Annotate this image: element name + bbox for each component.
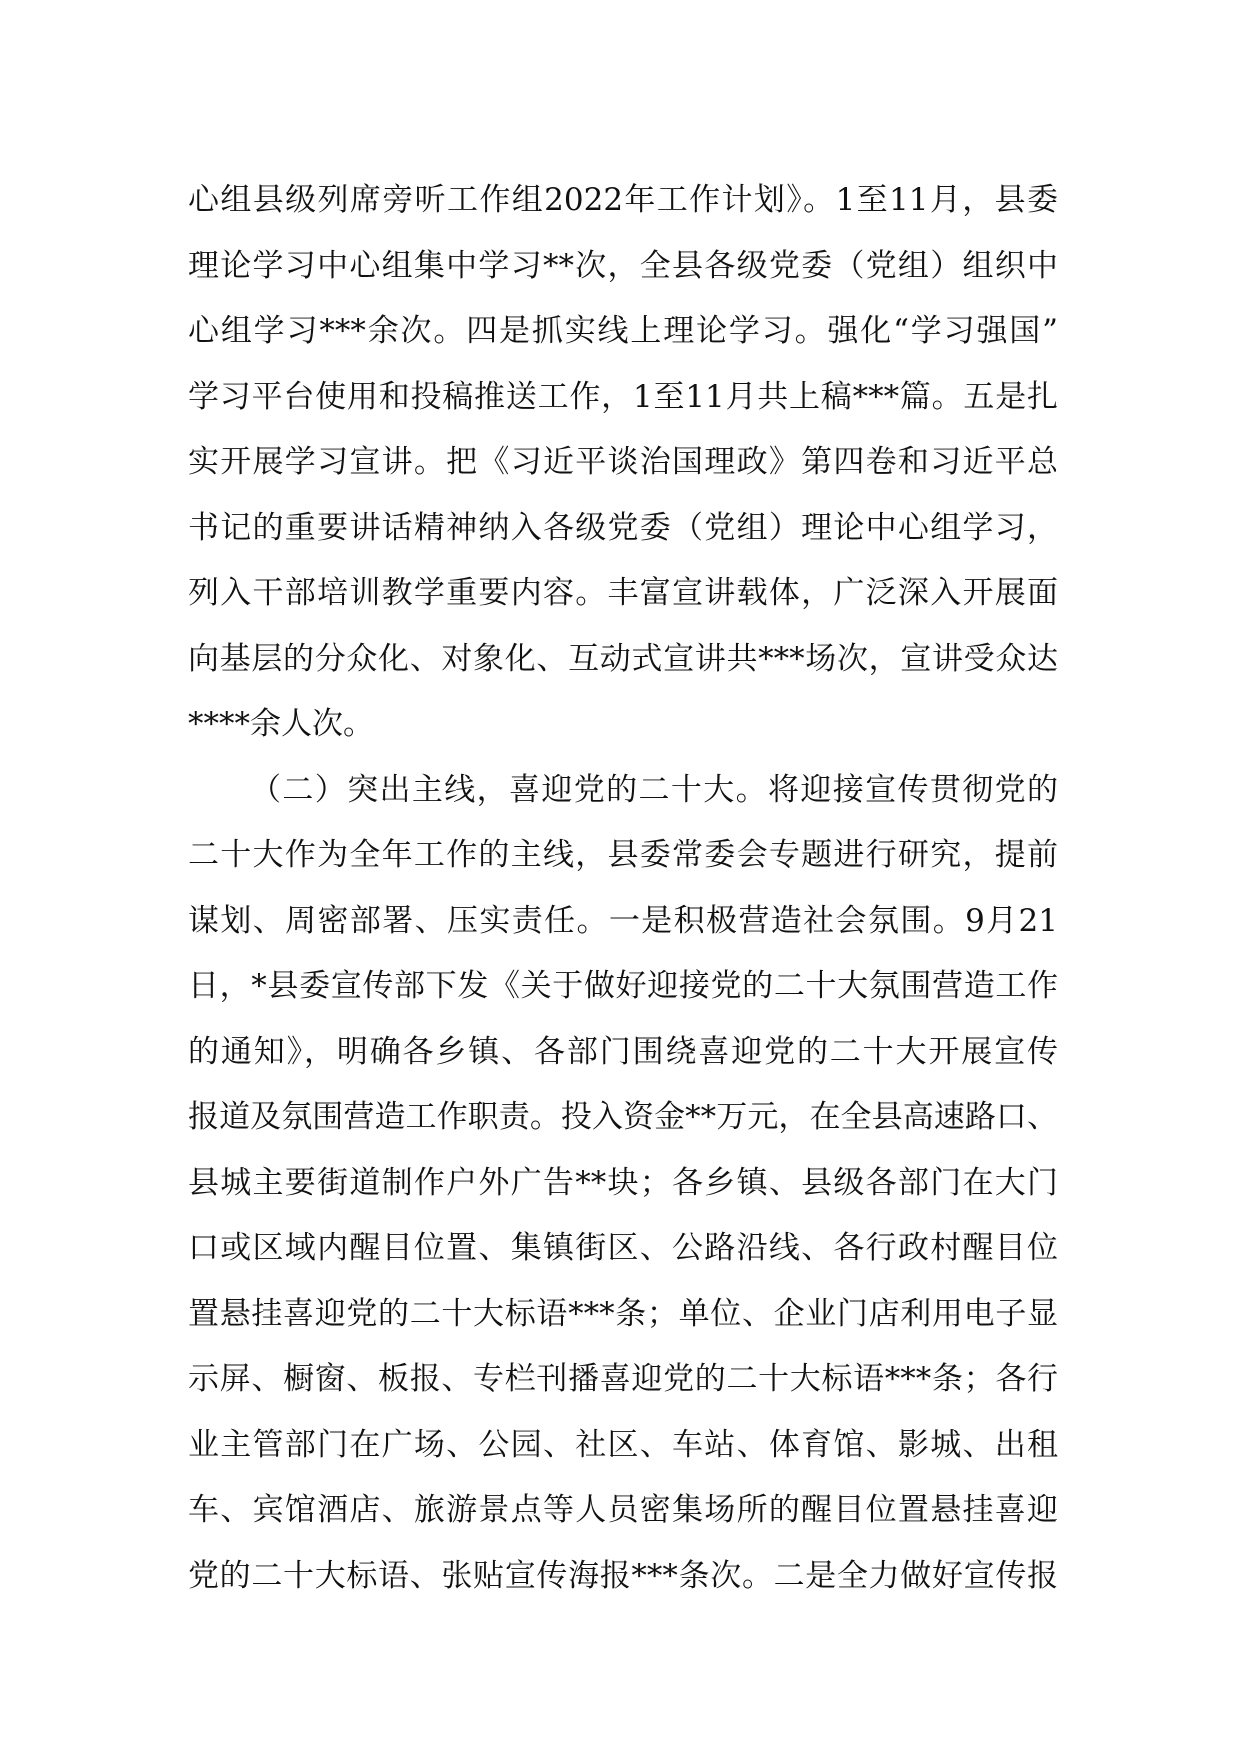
text-line: 党的二十大标语、张贴宣传海报***条次。二是全力做好宣传报 (188, 1557, 1058, 1594)
text-line: 的通知》，明确各乡镇、各部门围绕喜迎党的二十大开展宣传 (188, 1033, 1058, 1070)
text-line: 谋划、周密部署、压实责任。一是积极营造社会氛围。9月21 (188, 902, 1058, 939)
text-line: 理论学习中心组集中学习**次，全县各级党委（党组）组织中 (188, 247, 1058, 284)
text-line: 业主管部门在广场、公园、社区、车站、体育馆、影城、出租 (188, 1426, 1058, 1463)
text-line: 报道及氛围营造工作职责。投入资金**万元，在全县高速路口、 (188, 1099, 1058, 1135)
text-line: 口或区域内醒目位置、集镇街区、公路沿线、各行政村醒目位 (188, 1230, 1058, 1266)
text-line: 实开展学习宣讲。把《习近平谈治国理政》第四卷和习近平总 (188, 444, 1058, 480)
text-line: 列入干部培训教学重要内容。丰富宣讲载体，广泛深入开展面 (188, 575, 1058, 611)
text-line: 置悬挂喜迎党的二十大标语***条；单位、企业门店利用电子显 (188, 1295, 1058, 1332)
text-line: 县城主要街道制作户外广告**块；各乡镇、县级各部门在大门 (188, 1164, 1058, 1201)
section-heading-line: （二）突出主线，喜迎党的二十大。将迎接宣传贯彻党的 (250, 771, 1058, 808)
text-line: 心组县级列席旁听工作组2022年工作计划》。1至11月，县委 (188, 182, 1058, 218)
text-line: 书记的重要讲话精神纳入各级党委（党组）理论中心组学习， (188, 509, 1058, 546)
text-line: 向基层的分众化、对象化、互动式宣讲共***场次，宣讲受众达 (188, 640, 1058, 677)
body-text (188, 168, 1058, 1609)
text-line: 学习平台使用和投稿推送工作，1至11月共上稿***篇。五是扎 (188, 378, 1058, 415)
text-line: 二十大作为全年工作的主线，县委常委会专题进行研究，提前 (188, 837, 1058, 873)
text-line: 车、宾馆酒店、旅游景点等人员密集场所的醒目位置悬挂喜迎 (188, 1492, 1058, 1528)
text-line-paragraph-end: ****余人次。 (188, 706, 374, 742)
text-line: 日，*县委宣传部下发《关于做好迎接党的二十大氛围营造工作 (188, 968, 1058, 1004)
text-line: 示屏、橱窗、板报、专栏刊播喜迎党的二十大标语***条；各行 (188, 1361, 1058, 1397)
text-line: 心组学习***余次。四是抓实线上理论学习。强化“学习强国” (188, 313, 1058, 349)
